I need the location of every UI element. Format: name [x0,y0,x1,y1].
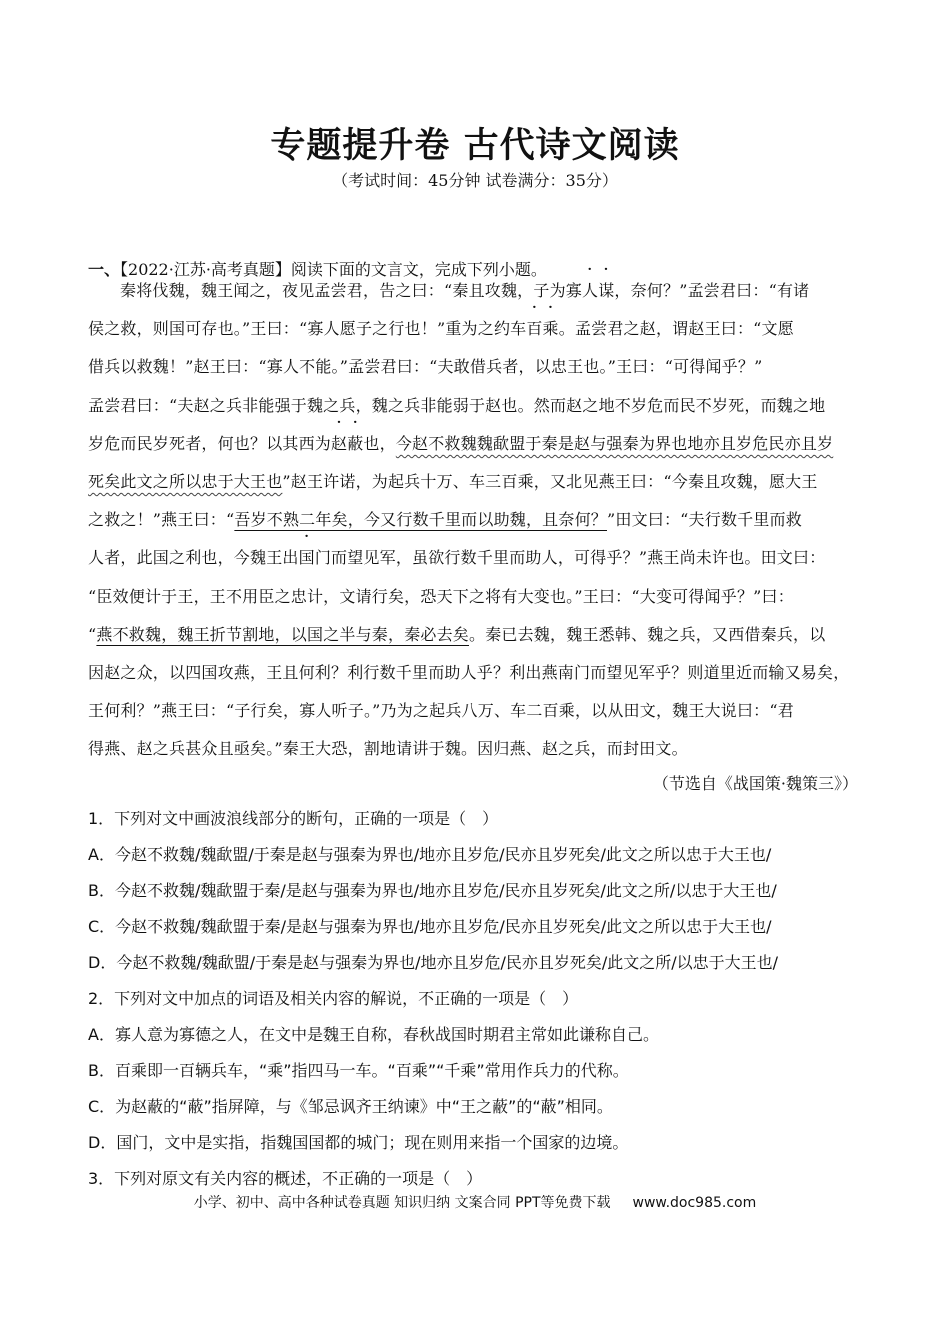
dotted-word: 乘 [542,319,559,339]
option-b: B．百乘即一百辆兵车，“乘”指四马一车。“百乘”“千乘”常用作兵力的代称。 [88,1061,629,1080]
wavy-underlined-text: 今赵不救魏魏歃盟于秦是赵与强秦为界也地亦且岁危民亦且岁 [395,433,834,453]
option-c: C．今赵不救魏/魏歃盟于秦/是赵与强秦为界也/地亦且岁危/民亦且岁死矣/此文之所以忠于大王也/ [88,917,772,936]
passage-line: 之救之！”燕王曰：“吾岁不熟二年矣，今又行数千里而以助魏，且奈何？”田文曰：“夫行数千里而救 [88,510,802,530]
dotted-word: 国 [298,548,315,568]
dotted-word: 人 [581,281,599,300]
question-stem: 2．下列对文中加点的词语及相关内容的解说，不正确的一项是（ ） [88,989,579,1008]
exam-info: （考试时间：45分钟 试卷满分：35分） [332,171,618,190]
question-stem: 3．下列对原文有关内容的概述，不正确的一项是（ ） [88,1169,483,1188]
passage-line: 秦将伐魏，魏王闻之，夜见孟尝君，告之曰：“秦且攻魏，子为寡人谋，奈何？”孟尝君曰：“有诸 [120,281,810,300]
passage-line: 侯之救，则国可存也。”王曰：“寡人愿子之行也！”重为之约车百乘。孟尝君之赵，谓赵王曰：“文愿 [88,319,794,339]
passage-line: 王何利？”燕王曰：“子行矣，寡人听子。”乃为之起兵八万、车二百乘，以从田文，魏王大说曰：“君 [88,701,794,721]
underlined-sentence: 燕不救魏，魏王折节割地，以国之半与秦，秦必去矣 [96,624,469,644]
option-a: A．今赵不救魏/魏歃盟/于秦是赵与强秦为界也/地亦且岁危/民亦且岁死矣/此文之所以忠于大王也/ [88,845,772,864]
section-instruction: 【2022·江苏·高考真题】阅读下面的文言文，完成下列小题。 [120,260,547,279]
question-stem: 1．下列对文中画波浪线部分的断句，正确的一项是（ ） [88,809,499,828]
section-number: 一、 [88,260,121,279]
option-d: D．今赵不救魏/魏歃盟/于秦是赵与强秦为界也/地亦且岁危/民亦且岁死矣/此文之所/以忠于大王也/ [88,953,779,972]
passage-line: 借兵以救魏！”赵王曰：“寡人不能。”孟尝君曰：“夫敢借兵者，以忠王也。”王曰：“可得闻乎？” [88,357,763,377]
passage-line: “燕不救魏，魏王折节割地，以国之半与秦，秦必去矣。秦已去魏，魏王悉韩、魏之兵，又西借秦兵，以 [88,624,826,644]
footer-url[interactable]: www.doc985.com [632,1195,757,1211]
passage-line: 人者，此国之利也，今魏王出国门而望见军，虽欲行数千里而助人，可得乎？”燕王尚未许也。田文曰： [88,548,826,568]
option-c: C．为赵蔽的“蔽”指屏障，与《邹忌讽齐王纳谏》中“王之蔽”的“蔽”相同。 [88,1097,613,1116]
passage-line: 岁危而民岁死者，何也？以其西为赵蔽也，今赵不救魏魏歃盟于秦是赵与强秦为界也地亦且岁危民亦且岁 [88,433,834,453]
passage-line: 得燕、赵之兵甚众且亟矣。”秦王大恐，割地请讲于魏。因归燕、赵之兵，而封田文。 [88,739,688,759]
dotted-word: 寡 [565,281,582,300]
classical-passage [88,272,862,768]
option-d: D．国门，文中是实指，指魏国国都的城门；现在则用来指一个国家的边境。 [88,1133,629,1152]
dotted-word: 百 [526,319,543,339]
wavy-underlined-text: 死矣此文之所以忠于大王也 [88,471,283,491]
passage-line: 因赵之众，以四国攻燕，王且何利？利行数千里而助人乎？利出燕南门而望见军乎？则道里近而输又易矣， [88,662,850,682]
dotted-word: 蔽 [347,433,364,453]
page-footer [0,1192,950,1212]
footer-text: 小学、初中、高中各种试卷真题 知识归纳 文案合同 PPT等免费下载 [193,1195,611,1211]
underlined-sentence: 吾岁不熟二年矣，今又行数千里而以助魏，且奈何？ [234,510,607,530]
passage-source: （节选自《战国策·魏策三》） [652,774,858,793]
passage-line: 孟尝君曰：“夫赵之兵非能强于魏之兵，魏之兵非能弱于赵也。然而赵之地不岁危而民不岁死，而魏之地 [88,395,826,415]
page-title: 专题提升卷 古代诗文阅读 [270,126,680,166]
option-a: A．寡人意为寡德之人，在文中是魏王自称，春秋战国时期君主常如此谦称自己。 [88,1025,659,1044]
option-b: B．今赵不救魏/魏歃盟于秦/是赵与强秦为界也/地亦且岁危/民亦且岁死矣/此文之所/以忠于大王也/ [88,881,777,900]
passage-line: “臣效便计于王，王不用臣之忠计，文请行矣，恐天下之将有大变也。”王曰：“大变可得闻乎？”曰： [88,586,794,606]
dotted-word: 赵 [331,433,348,453]
passage-line: 死矣此文之所以忠于大王也”赵王许诺，为起兵十万、车三百乘，又北见燕王曰：“今秦且攻魏，愿大王 [88,471,818,491]
